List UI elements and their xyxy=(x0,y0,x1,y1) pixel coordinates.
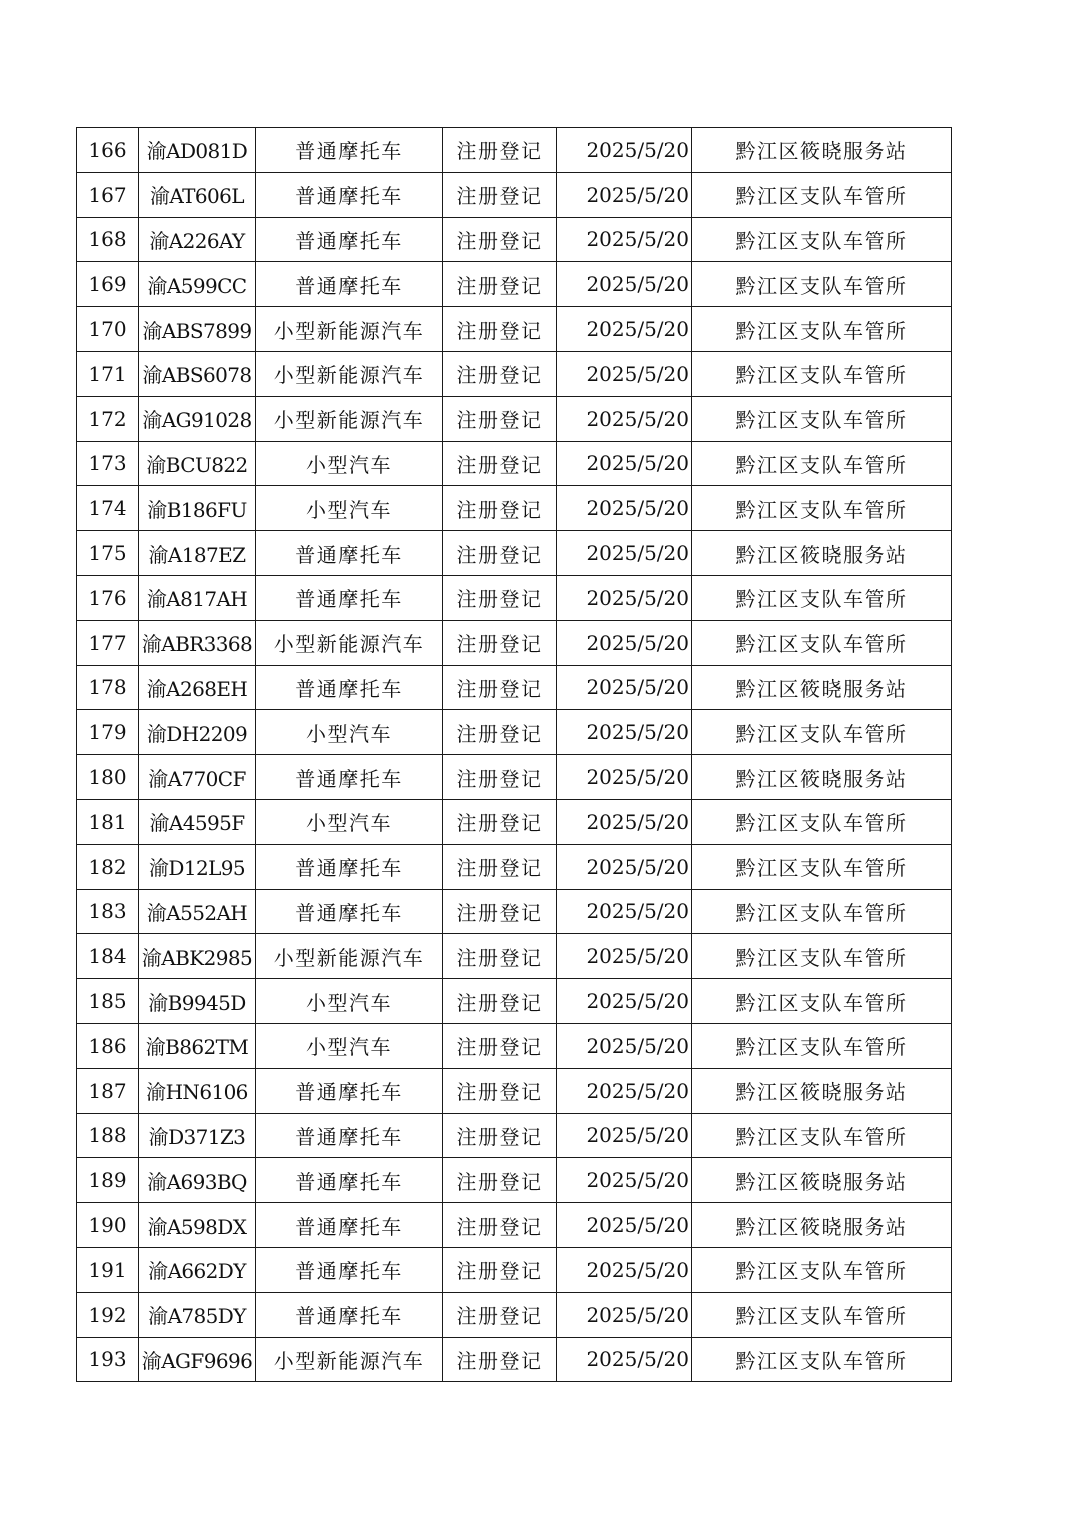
registration-date-cell: 2025/5/20 xyxy=(557,351,692,396)
table-row xyxy=(77,486,952,531)
plate-number-cell: 渝A4595F xyxy=(139,799,256,844)
registration-date-cell: 2025/5/20 xyxy=(557,799,692,844)
row-number-cell: 180 xyxy=(77,755,139,800)
business-type-cell: 注册登记 xyxy=(443,262,557,307)
table-row xyxy=(77,620,952,665)
vehicle-type-cell: 普通摩托车 xyxy=(256,1113,443,1158)
registration-date-cell: 2025/5/20 xyxy=(557,396,692,441)
row-number-cell: 172 xyxy=(77,396,139,441)
registration-date-cell: 2025/5/20 xyxy=(557,1023,692,1068)
plate-number-cell: 渝ABK2985 xyxy=(139,934,256,979)
vehicle-type-cell: 小型新能源汽车 xyxy=(256,396,443,441)
business-type-cell: 注册登记 xyxy=(443,889,557,934)
table-row xyxy=(77,934,952,979)
row-number-cell: 173 xyxy=(77,441,139,486)
service-office-cell: 黔江区支队车管所 xyxy=(692,889,952,934)
vehicle-type-cell: 小型汽车 xyxy=(256,1023,443,1068)
business-type-cell: 注册登记 xyxy=(443,441,557,486)
business-type-cell: 注册登记 xyxy=(443,1023,557,1068)
registration-date-cell: 2025/5/20 xyxy=(557,307,692,352)
plate-number-cell: 渝AD081D xyxy=(139,128,256,173)
row-number-cell: 189 xyxy=(77,1158,139,1203)
registration-date-cell: 2025/5/20 xyxy=(557,934,692,979)
table-row xyxy=(77,307,952,352)
vehicle-type-cell: 普通摩托车 xyxy=(256,844,443,889)
vehicle-type-cell: 小型新能源汽车 xyxy=(256,1337,443,1382)
row-number-cell: 167 xyxy=(77,172,139,217)
business-type-cell: 注册登记 xyxy=(443,710,557,755)
table-row xyxy=(77,979,952,1024)
plate-number-cell: 渝B186FU xyxy=(139,486,256,531)
plate-number-cell: 渝ABS6078 xyxy=(139,351,256,396)
business-type-cell: 注册登记 xyxy=(443,307,557,352)
row-number-cell: 177 xyxy=(77,620,139,665)
vehicle-type-cell: 普通摩托车 xyxy=(256,755,443,800)
table-row xyxy=(77,396,952,441)
row-number-cell: 171 xyxy=(77,351,139,396)
table-row xyxy=(77,441,952,486)
table-row xyxy=(77,128,952,173)
business-type-cell: 注册登记 xyxy=(443,531,557,576)
row-number-cell: 179 xyxy=(77,710,139,755)
table-row xyxy=(77,1068,952,1113)
table-row xyxy=(77,1203,952,1248)
vehicle-type-cell: 普通摩托车 xyxy=(256,575,443,620)
row-number-cell: 192 xyxy=(77,1292,139,1337)
service-office-cell: 黔江区支队车管所 xyxy=(692,307,952,352)
registration-date-cell: 2025/5/20 xyxy=(557,128,692,173)
plate-number-cell: 渝A785DY xyxy=(139,1292,256,1337)
service-office-cell: 黔江区筱晓服务站 xyxy=(692,665,952,710)
business-type-cell: 注册登记 xyxy=(443,1158,557,1203)
vehicle-type-cell: 小型汽车 xyxy=(256,979,443,1024)
service-office-cell: 黔江区支队车管所 xyxy=(692,351,952,396)
service-office-cell: 黔江区支队车管所 xyxy=(692,934,952,979)
row-number-cell: 193 xyxy=(77,1337,139,1382)
service-office-cell: 黔江区筱晓服务站 xyxy=(692,755,952,800)
service-office-cell: 黔江区支队车管所 xyxy=(692,575,952,620)
registration-date-cell: 2025/5/20 xyxy=(557,620,692,665)
business-type-cell: 注册登记 xyxy=(443,1337,557,1382)
vehicle-type-cell: 普通摩托车 xyxy=(256,1292,443,1337)
plate-number-cell: 渝HN6106 xyxy=(139,1068,256,1113)
row-number-cell: 185 xyxy=(77,979,139,1024)
registration-date-cell: 2025/5/20 xyxy=(557,1113,692,1158)
registration-date-cell: 2025/5/20 xyxy=(557,217,692,262)
vehicle-type-cell: 普通摩托车 xyxy=(256,217,443,262)
service-office-cell: 黔江区支队车管所 xyxy=(692,1247,952,1292)
table-row xyxy=(77,575,952,620)
row-number-cell: 181 xyxy=(77,799,139,844)
registration-date-cell: 2025/5/20 xyxy=(557,710,692,755)
vehicle-type-cell: 普通摩托车 xyxy=(256,1247,443,1292)
service-office-cell: 黔江区筱晓服务站 xyxy=(692,1158,952,1203)
service-office-cell: 黔江区筱晓服务站 xyxy=(692,1203,952,1248)
business-type-cell: 注册登记 xyxy=(443,1113,557,1158)
business-type-cell: 注册登记 xyxy=(443,217,557,262)
business-type-cell: 注册登记 xyxy=(443,844,557,889)
vehicle-type-cell: 小型汽车 xyxy=(256,486,443,531)
plate-number-cell: 渝ABS7899 xyxy=(139,307,256,352)
registration-date-cell: 2025/5/20 xyxy=(557,665,692,710)
service-office-cell: 黔江区支队车管所 xyxy=(692,799,952,844)
row-number-cell: 188 xyxy=(77,1113,139,1158)
plate-number-cell: 渝A187EZ xyxy=(139,531,256,576)
table-row xyxy=(77,1337,952,1382)
registration-date-cell: 2025/5/20 xyxy=(557,262,692,307)
table-row xyxy=(77,710,952,755)
table-row xyxy=(77,172,952,217)
table-row xyxy=(77,1247,952,1292)
plate-number-cell: 渝D12L95 xyxy=(139,844,256,889)
service-office-cell: 黔江区支队车管所 xyxy=(692,1337,952,1382)
vehicle-type-cell: 小型新能源汽车 xyxy=(256,620,443,665)
row-number-cell: 186 xyxy=(77,1023,139,1068)
business-type-cell: 注册登记 xyxy=(443,396,557,441)
plate-number-cell: 渝A268EH xyxy=(139,665,256,710)
service-office-cell: 黔江区支队车管所 xyxy=(692,217,952,262)
vehicle-type-cell: 小型汽车 xyxy=(256,710,443,755)
vehicle-type-cell: 普通摩托车 xyxy=(256,262,443,307)
row-number-cell: 182 xyxy=(77,844,139,889)
service-office-cell: 黔江区支队车管所 xyxy=(692,262,952,307)
registration-date-cell: 2025/5/20 xyxy=(557,1337,692,1382)
registration-date-cell: 2025/5/20 xyxy=(557,755,692,800)
plate-number-cell: 渝AG91028 xyxy=(139,396,256,441)
plate-number-cell: 渝ABR3368 xyxy=(139,620,256,665)
service-office-cell: 黔江区支队车管所 xyxy=(692,1292,952,1337)
plate-number-cell: 渝BCU822 xyxy=(139,441,256,486)
vehicle-type-cell: 普通摩托车 xyxy=(256,1158,443,1203)
vehicle-type-cell: 普通摩托车 xyxy=(256,665,443,710)
service-office-cell: 黔江区支队车管所 xyxy=(692,710,952,755)
registration-date-cell: 2025/5/20 xyxy=(557,979,692,1024)
row-number-cell: 183 xyxy=(77,889,139,934)
row-number-cell: 190 xyxy=(77,1203,139,1248)
row-number-cell: 174 xyxy=(77,486,139,531)
plate-number-cell: 渝AGF9696 xyxy=(139,1337,256,1382)
service-office-cell: 黔江区支队车管所 xyxy=(692,396,952,441)
table-row xyxy=(77,351,952,396)
business-type-cell: 注册登记 xyxy=(443,486,557,531)
vehicle-type-cell: 小型汽车 xyxy=(256,799,443,844)
business-type-cell: 注册登记 xyxy=(443,620,557,665)
plate-number-cell: 渝B862TM xyxy=(139,1023,256,1068)
registration-date-cell: 2025/5/20 xyxy=(557,486,692,531)
plate-number-cell: 渝A662DY xyxy=(139,1247,256,1292)
plate-number-cell: 渝AT606L xyxy=(139,172,256,217)
row-number-cell: 175 xyxy=(77,531,139,576)
vehicle-type-cell: 普通摩托车 xyxy=(256,531,443,576)
vehicle-type-cell: 小型汽车 xyxy=(256,441,443,486)
plate-number-cell: 渝D371Z3 xyxy=(139,1113,256,1158)
table-row xyxy=(77,1113,952,1158)
registration-date-cell: 2025/5/20 xyxy=(557,1068,692,1113)
row-number-cell: 169 xyxy=(77,262,139,307)
vehicle-type-cell: 小型新能源汽车 xyxy=(256,934,443,979)
vehicle-type-cell: 普通摩托车 xyxy=(256,889,443,934)
vehicle-type-cell: 小型新能源汽车 xyxy=(256,307,443,352)
row-number-cell: 184 xyxy=(77,934,139,979)
table-row xyxy=(77,262,952,307)
plate-number-cell: 渝A817AH xyxy=(139,575,256,620)
plate-number-cell: 渝A598DX xyxy=(139,1203,256,1248)
registration-date-cell: 2025/5/20 xyxy=(557,575,692,620)
business-type-cell: 注册登记 xyxy=(443,575,557,620)
business-type-cell: 注册登记 xyxy=(443,1292,557,1337)
row-number-cell: 176 xyxy=(77,575,139,620)
vehicle-type-cell: 普通摩托车 xyxy=(256,172,443,217)
registration-date-cell: 2025/5/20 xyxy=(557,1203,692,1248)
table-row xyxy=(77,1292,952,1337)
registration-date-cell: 2025/5/20 xyxy=(557,531,692,576)
service-office-cell: 黔江区支队车管所 xyxy=(692,844,952,889)
registration-date-cell: 2025/5/20 xyxy=(557,172,692,217)
vehicle-type-cell: 普通摩托车 xyxy=(256,1068,443,1113)
row-number-cell: 170 xyxy=(77,307,139,352)
business-type-cell: 注册登记 xyxy=(443,755,557,800)
table-row xyxy=(77,1023,952,1068)
service-office-cell: 黔江区筱晓服务站 xyxy=(692,531,952,576)
registration-table xyxy=(76,127,952,1382)
plate-number-cell: 渝A599CC xyxy=(139,262,256,307)
service-office-cell: 黔江区支队车管所 xyxy=(692,441,952,486)
business-type-cell: 注册登记 xyxy=(443,665,557,710)
business-type-cell: 注册登记 xyxy=(443,799,557,844)
business-type-cell: 注册登记 xyxy=(443,979,557,1024)
row-number-cell: 168 xyxy=(77,217,139,262)
table-row xyxy=(77,889,952,934)
table-row xyxy=(77,799,952,844)
row-number-cell: 191 xyxy=(77,1247,139,1292)
plate-number-cell: 渝DH2209 xyxy=(139,710,256,755)
plate-number-cell: 渝A693BQ xyxy=(139,1158,256,1203)
registration-date-cell: 2025/5/20 xyxy=(557,889,692,934)
plate-number-cell: 渝A552AH xyxy=(139,889,256,934)
business-type-cell: 注册登记 xyxy=(443,128,557,173)
vehicle-type-cell: 小型新能源汽车 xyxy=(256,351,443,396)
vehicle-type-cell: 普通摩托车 xyxy=(256,1203,443,1248)
service-office-cell: 黔江区支队车管所 xyxy=(692,172,952,217)
service-office-cell: 黔江区支队车管所 xyxy=(692,1023,952,1068)
registration-table-body xyxy=(77,128,952,1382)
plate-number-cell: 渝A770CF xyxy=(139,755,256,800)
plate-number-cell: 渝A226AY xyxy=(139,217,256,262)
table-row xyxy=(77,755,952,800)
plate-number-cell: 渝B9945D xyxy=(139,979,256,1024)
business-type-cell: 注册登记 xyxy=(443,934,557,979)
business-type-cell: 注册登记 xyxy=(443,1247,557,1292)
table-row xyxy=(77,1158,952,1203)
table-row xyxy=(77,844,952,889)
service-office-cell: 黔江区支队车管所 xyxy=(692,620,952,665)
service-office-cell: 黔江区支队车管所 xyxy=(692,1113,952,1158)
service-office-cell: 黔江区筱晓服务站 xyxy=(692,1068,952,1113)
registration-date-cell: 2025/5/20 xyxy=(557,1292,692,1337)
registration-date-cell: 2025/5/20 xyxy=(557,1158,692,1203)
vehicle-type-cell: 普通摩托车 xyxy=(256,128,443,173)
business-type-cell: 注册登记 xyxy=(443,1203,557,1248)
table-row xyxy=(77,665,952,710)
business-type-cell: 注册登记 xyxy=(443,351,557,396)
registration-date-cell: 2025/5/20 xyxy=(557,844,692,889)
service-office-cell: 黔江区筱晓服务站 xyxy=(692,128,952,173)
row-number-cell: 178 xyxy=(77,665,139,710)
row-number-cell: 187 xyxy=(77,1068,139,1113)
registration-date-cell: 2025/5/20 xyxy=(557,1247,692,1292)
table-row xyxy=(77,217,952,262)
service-office-cell: 黔江区支队车管所 xyxy=(692,486,952,531)
service-office-cell: 黔江区支队车管所 xyxy=(692,979,952,1024)
business-type-cell: 注册登记 xyxy=(443,172,557,217)
business-type-cell: 注册登记 xyxy=(443,1068,557,1113)
row-number-cell: 166 xyxy=(77,128,139,173)
table-row xyxy=(77,531,952,576)
registration-date-cell: 2025/5/20 xyxy=(557,441,692,486)
